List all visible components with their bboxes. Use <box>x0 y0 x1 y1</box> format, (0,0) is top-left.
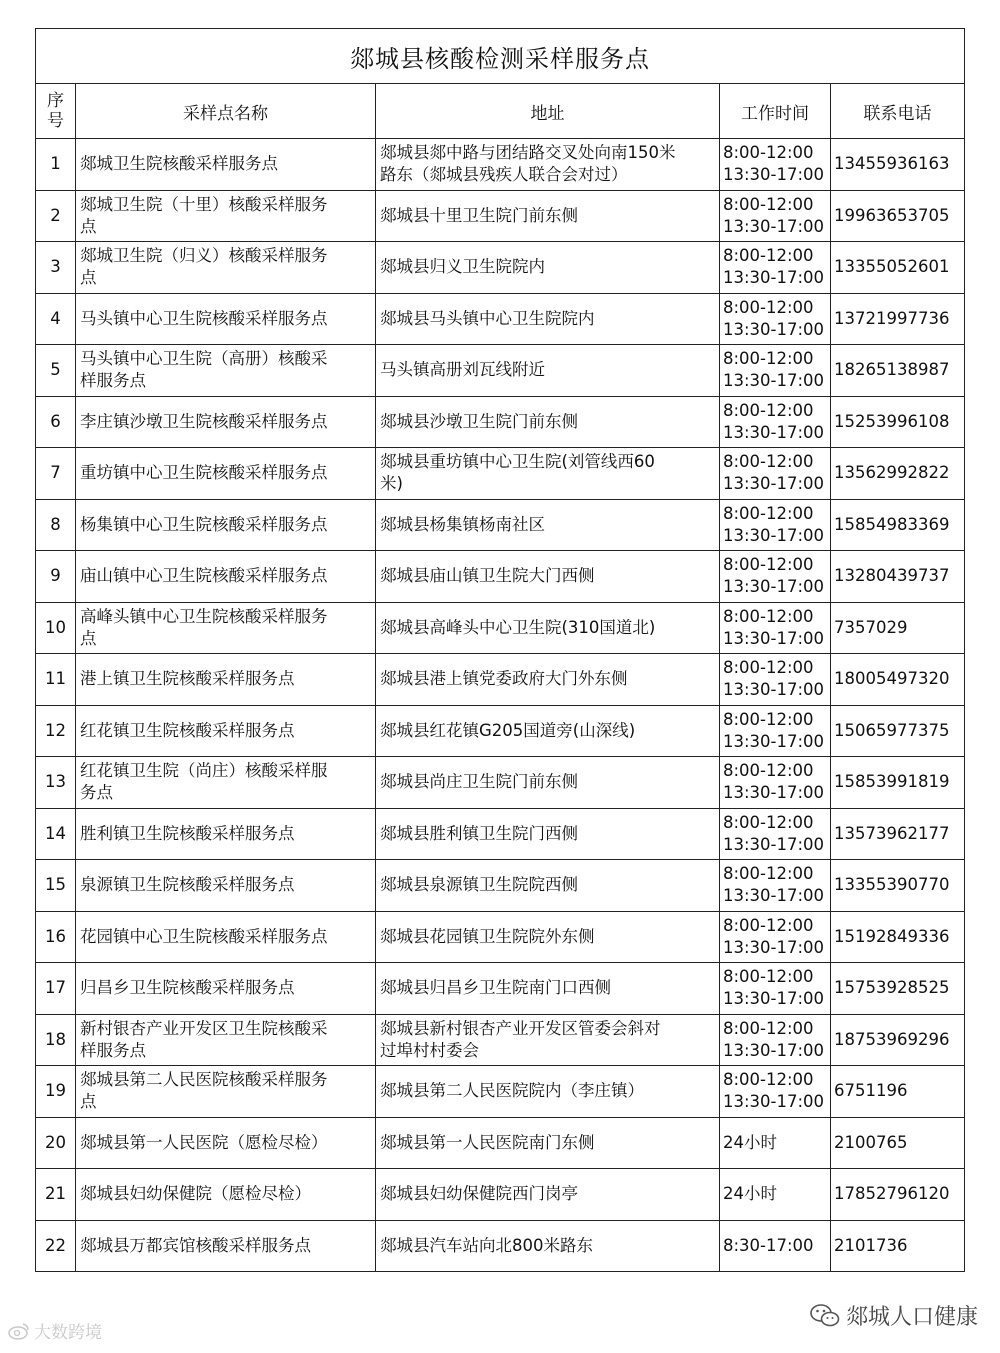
contact-phone: 2101736 <box>831 1220 965 1272</box>
working-hours-line: 8:00-12:00 <box>723 555 814 575</box>
row-index: 14 <box>36 808 76 860</box>
site-address <box>376 1066 720 1118</box>
working-hours-line: 8:00-12:00 <box>723 812 814 832</box>
table-row <box>36 808 965 860</box>
site-address-line: 郯城县归昌乡卫生院南门口西侧 <box>380 978 611 998</box>
table-row <box>36 190 965 242</box>
table-row <box>36 602 965 654</box>
working-hours-line: 13:30-17:00 <box>723 165 825 185</box>
working-hours-line: 13:30-17:00 <box>723 834 825 854</box>
working-hours-line: 13:30-17:00 <box>723 1040 825 1060</box>
site-address-line: 过埠村村委会 <box>380 1040 479 1060</box>
working-hours <box>720 345 831 397</box>
working-hours-line: 8:00-12:00 <box>723 606 814 626</box>
site-address <box>376 808 720 860</box>
site-name <box>76 242 376 294</box>
site-address-line: 路东（郯城县残疾人联合会对过） <box>380 165 628 185</box>
working-hours-line: 8:00-12:00 <box>723 658 814 678</box>
site-address-line: 郯城县尚庄卫生院门前东侧 <box>380 772 578 792</box>
working-hours <box>720 448 831 500</box>
contact-phone: 18753969296 <box>831 1014 965 1066</box>
site-address-line: 郯城县十里卫生院门前东侧 <box>380 205 578 225</box>
site-address <box>376 757 720 809</box>
site-name-line: 郯城县第一人民医院（愿检尽检） <box>80 1132 328 1152</box>
contact-phone: 6751196 <box>831 1066 965 1118</box>
contact-phone: 2100765 <box>831 1117 965 1169</box>
site-name-line: 务点 <box>80 783 113 803</box>
row-index: 18 <box>36 1014 76 1066</box>
working-hours <box>720 499 831 551</box>
working-hours-line: 8:00-12:00 <box>723 349 814 369</box>
site-address-line: 郯城县庙山镇卫生院大门西侧 <box>380 566 595 586</box>
site-name-line: 郯城县妇幼保健院（愿检尽检） <box>80 1184 311 1204</box>
table-row <box>36 345 965 397</box>
working-hours-line: 8:00-12:00 <box>723 297 814 317</box>
contact-phone: 7357029 <box>831 602 965 654</box>
working-hours <box>720 705 831 757</box>
working-hours <box>720 190 831 242</box>
site-address-line: 马头镇高册刘瓦线附近 <box>380 360 545 380</box>
site-address <box>376 860 720 912</box>
working-hours <box>720 808 831 860</box>
site-address-line: 郯城县高峰头中心卫生院(310国道北) <box>380 617 656 637</box>
site-address-line: 郯城县花园镇卫生院院外东侧 <box>380 926 595 946</box>
row-index: 4 <box>36 293 76 345</box>
working-hours-line: 13:30-17:00 <box>723 319 825 339</box>
site-address-line: 郯城县第一人民医院南门东侧 <box>380 1132 595 1152</box>
working-hours-line: 8:00-12:00 <box>723 143 814 163</box>
working-hours-line: 13:30-17:00 <box>723 731 825 751</box>
site-name <box>76 396 376 448</box>
site-name-line: 样服务点 <box>80 371 146 391</box>
working-hours <box>720 293 831 345</box>
watermark-right <box>810 1300 978 1331</box>
table-row <box>36 1117 965 1169</box>
header-row <box>36 84 965 139</box>
working-hours <box>720 860 831 912</box>
working-hours-line: 13:30-17:00 <box>723 525 825 545</box>
site-address-line: 郯城县归义卫生院院内 <box>380 257 545 277</box>
table-row <box>36 551 965 603</box>
site-address <box>376 1117 720 1169</box>
site-name-line: 胜利镇卫生院核酸采样服务点 <box>80 823 295 843</box>
site-name-line: 点 <box>80 1092 97 1112</box>
site-name-line: 样服务点 <box>80 1040 146 1060</box>
site-name <box>76 860 376 912</box>
site-name <box>76 448 376 500</box>
table-row <box>36 396 965 448</box>
table-row <box>36 963 965 1015</box>
row-index: 1 <box>36 139 76 191</box>
site-address-line: 米) <box>380 474 403 494</box>
working-hours <box>720 1014 831 1066</box>
row-index: 7 <box>36 448 76 500</box>
site-name <box>76 963 376 1015</box>
site-name <box>76 1014 376 1066</box>
site-name-line: 点 <box>80 216 97 236</box>
table-row <box>36 139 965 191</box>
site-address <box>376 1169 720 1221</box>
working-hours-line: 13:30-17:00 <box>723 989 825 1009</box>
header-phone: 联系电话 <box>831 84 965 139</box>
row-index: 15 <box>36 860 76 912</box>
row-index: 20 <box>36 1117 76 1169</box>
working-hours-line: 8:00-12:00 <box>723 864 814 884</box>
site-name <box>76 139 376 191</box>
site-name <box>76 757 376 809</box>
row-index: 17 <box>36 963 76 1015</box>
row-index: 12 <box>36 705 76 757</box>
working-hours <box>720 1066 831 1118</box>
site-name-line: 李庄镇沙墩卫生院核酸采样服务点 <box>80 411 328 431</box>
site-name-line: 重坊镇中心卫生院核酸采样服务点 <box>80 463 328 483</box>
table-row <box>36 1066 965 1118</box>
contact-phone: 15853991819 <box>831 757 965 809</box>
table-body <box>36 139 965 1272</box>
site-name <box>76 345 376 397</box>
site-address-line: 郯城县沙墩卫生院门前东侧 <box>380 411 578 431</box>
working-hours-line: 8:00-12:00 <box>723 761 814 781</box>
working-hours-line: 13:30-17:00 <box>723 371 825 391</box>
contact-phone: 13573962177 <box>831 808 965 860</box>
site-name-line: 马头镇中心卫生院（高册）核酸采 <box>80 349 328 369</box>
site-address-line: 郯城县胜利镇卫生院门西侧 <box>380 823 578 843</box>
site-name <box>76 705 376 757</box>
working-hours-line: 13:30-17:00 <box>723 422 825 442</box>
site-name-line: 花园镇中心卫生院核酸采样服务点 <box>80 926 328 946</box>
watermark-right-text: 郯城人口健康 <box>845 1305 978 1330</box>
table-row <box>36 448 965 500</box>
contact-phone: 13721997736 <box>831 293 965 345</box>
contact-phone: 13280439737 <box>831 551 965 603</box>
site-address-line: 郯城县红花镇G205国道旁(山深线) <box>380 720 636 740</box>
working-hours-line: 8:00-12:00 <box>723 400 814 420</box>
site-address <box>376 190 720 242</box>
header-index-line: 序 <box>47 91 64 111</box>
row-index: 16 <box>36 911 76 963</box>
sampling-sites-table <box>35 28 965 1272</box>
working-hours-line: 13:30-17:00 <box>723 474 825 494</box>
site-address <box>376 242 720 294</box>
working-hours <box>720 1169 831 1221</box>
working-hours-line: 13:30-17:00 <box>723 937 825 957</box>
working-hours-line: 8:00-12:00 <box>723 1018 814 1038</box>
header-address: 地址 <box>376 84 720 139</box>
working-hours <box>720 1117 831 1169</box>
site-address <box>376 396 720 448</box>
working-hours-line: 13:30-17:00 <box>723 680 825 700</box>
row-index: 21 <box>36 1169 76 1221</box>
site-name <box>76 1066 376 1118</box>
working-hours-line: 13:30-17:00 <box>723 783 825 803</box>
contact-phone: 13355052601 <box>831 242 965 294</box>
site-address-line: 郯城县第二人民医院院内（李庄镇） <box>380 1081 644 1101</box>
site-address <box>376 293 720 345</box>
working-hours-line: 8:00-12:00 <box>723 709 814 729</box>
site-address <box>376 448 720 500</box>
header-index <box>36 84 76 139</box>
working-hours <box>720 963 831 1015</box>
working-hours-line: 8:00-12:00 <box>723 915 814 935</box>
working-hours <box>720 602 831 654</box>
site-name <box>76 293 376 345</box>
row-index: 2 <box>36 190 76 242</box>
site-name <box>76 808 376 860</box>
table-row <box>36 242 965 294</box>
site-address-line: 郯城县马头镇中心卫生院院内 <box>380 308 595 328</box>
site-name-line: 郯城县第二人民医院核酸采样服务 <box>80 1070 328 1090</box>
working-hours-line: 13:30-17:00 <box>723 886 825 906</box>
site-name <box>76 911 376 963</box>
working-hours <box>720 1220 831 1272</box>
row-index: 6 <box>36 396 76 448</box>
sampling-sites-sheet <box>35 28 964 1272</box>
table-row <box>36 860 965 912</box>
site-address <box>376 139 720 191</box>
working-hours-line: 24小时 <box>723 1184 777 1204</box>
working-hours-line: 8:30-17:00 <box>723 1235 814 1255</box>
working-hours-line: 13:30-17:00 <box>723 628 825 648</box>
site-name-line: 马头镇中心卫生院核酸采样服务点 <box>80 308 328 328</box>
working-hours <box>720 242 831 294</box>
working-hours-line: 8:00-12:00 <box>723 967 814 987</box>
working-hours-line: 24小时 <box>723 1132 777 1152</box>
table-row <box>36 757 965 809</box>
site-name-line: 郯城卫生院核酸采样服务点 <box>80 154 278 174</box>
row-index: 22 <box>36 1220 76 1272</box>
weibo-icon <box>8 1322 30 1340</box>
wechat-icon <box>810 1304 840 1328</box>
row-index: 3 <box>36 242 76 294</box>
site-address-line: 郯城县郯中路与团结路交叉处向南150米 <box>380 143 676 163</box>
site-address-line: 郯城县妇幼保健院西门岗亭 <box>380 1184 578 1204</box>
working-hours-line: 8:00-12:00 <box>723 246 814 266</box>
site-name-line: 庙山镇中心卫生院核酸采样服务点 <box>80 566 328 586</box>
working-hours <box>720 654 831 706</box>
working-hours <box>720 396 831 448</box>
site-name-line: 郯城卫生院（归义）核酸采样服务 <box>80 246 328 266</box>
working-hours-line: 8:00-12:00 <box>723 452 814 472</box>
contact-phone: 19963653705 <box>831 190 965 242</box>
table-row <box>36 499 965 551</box>
site-address-line: 郯城县港上镇党委政府大门外东侧 <box>380 669 628 689</box>
site-name <box>76 190 376 242</box>
table-row <box>36 911 965 963</box>
table-row <box>36 1220 965 1272</box>
site-address <box>376 963 720 1015</box>
contact-phone: 15253996108 <box>831 396 965 448</box>
site-name <box>76 1220 376 1272</box>
table-title: 郯城县核酸检测采样服务点 <box>36 29 965 84</box>
contact-phone: 15065977375 <box>831 705 965 757</box>
contact-phone: 13562992822 <box>831 448 965 500</box>
row-index: 19 <box>36 1066 76 1118</box>
site-name-line: 红花镇卫生院（尚庄）核酸采样服 <box>80 761 328 781</box>
site-name-line: 点 <box>80 628 97 648</box>
row-index: 8 <box>36 499 76 551</box>
working-hours-line: 8:00-12:00 <box>723 503 814 523</box>
table-row <box>36 1169 965 1221</box>
row-index: 13 <box>36 757 76 809</box>
working-hours-line: 13:30-17:00 <box>723 577 825 597</box>
site-address <box>376 654 720 706</box>
working-hours <box>720 551 831 603</box>
watermark-left <box>8 1318 102 1343</box>
table-row <box>36 1014 965 1066</box>
site-name-line: 新村银杏产业开发区卫生院核酸采 <box>80 1018 328 1038</box>
header-name: 采样点名称 <box>76 84 376 139</box>
site-name-line: 泉源镇卫生院核酸采样服务点 <box>80 875 295 895</box>
site-name-line: 红花镇卫生院核酸采样服务点 <box>80 720 295 740</box>
site-name <box>76 551 376 603</box>
working-hours <box>720 911 831 963</box>
site-name-line: 港上镇卫生院核酸采样服务点 <box>80 669 295 689</box>
contact-phone: 18005497320 <box>831 654 965 706</box>
site-address <box>376 551 720 603</box>
site-address <box>376 499 720 551</box>
site-address <box>376 1220 720 1272</box>
contact-phone: 17852796120 <box>831 1169 965 1221</box>
contact-phone: 13455936163 <box>831 139 965 191</box>
working-hours <box>720 757 831 809</box>
site-address <box>376 345 720 397</box>
table-row <box>36 705 965 757</box>
site-address <box>376 602 720 654</box>
working-hours-line: 8:00-12:00 <box>723 194 814 214</box>
site-address <box>376 911 720 963</box>
site-name-line: 郯城卫生院（十里）核酸采样服务 <box>80 194 328 214</box>
table-row <box>36 654 965 706</box>
site-name <box>76 1117 376 1169</box>
row-index: 9 <box>36 551 76 603</box>
contact-phone: 18265138987 <box>831 345 965 397</box>
working-hours-line: 8:00-12:00 <box>723 1070 814 1090</box>
site-address-line: 郯城县泉源镇卫生院院西侧 <box>380 875 578 895</box>
site-name <box>76 499 376 551</box>
header-index-line: 号 <box>47 111 64 131</box>
working-hours <box>720 139 831 191</box>
site-address-line: 郯城县汽车站向北800米路东 <box>380 1235 593 1255</box>
row-index: 10 <box>36 602 76 654</box>
working-hours-line: 13:30-17:00 <box>723 216 825 236</box>
site-name-line: 郯城县万都宾馆核酸采样服务点 <box>80 1235 311 1255</box>
table-row <box>36 293 965 345</box>
site-name-line: 点 <box>80 268 97 288</box>
contact-phone: 13355390770 <box>831 860 965 912</box>
site-name <box>76 602 376 654</box>
site-name-line: 杨集镇中心卫生院核酸采样服务点 <box>80 514 328 534</box>
site-name-line: 高峰头镇中心卫生院核酸采样服务 <box>80 606 328 626</box>
site-address <box>376 705 720 757</box>
contact-phone: 15753928525 <box>831 963 965 1015</box>
watermark-left-text: 大数跨境 <box>34 1323 102 1343</box>
site-name-line: 归昌乡卫生院核酸采样服务点 <box>80 978 295 998</box>
site-address-line: 郯城县新村银杏产业开发区管委会斜对 <box>380 1018 661 1038</box>
site-address-line: 郯城县杨集镇杨南社区 <box>380 514 545 534</box>
header-hours: 工作时间 <box>720 84 831 139</box>
site-address <box>376 1014 720 1066</box>
working-hours-line: 13:30-17:00 <box>723 1092 825 1112</box>
site-name <box>76 654 376 706</box>
row-index: 5 <box>36 345 76 397</box>
row-index: 11 <box>36 654 76 706</box>
contact-phone: 15854983369 <box>831 499 965 551</box>
site-name <box>76 1169 376 1221</box>
site-address-line: 郯城县重坊镇中心卫生院(刘管线西60 <box>380 452 655 472</box>
working-hours-line: 13:30-17:00 <box>723 268 825 288</box>
contact-phone: 15192849336 <box>831 911 965 963</box>
